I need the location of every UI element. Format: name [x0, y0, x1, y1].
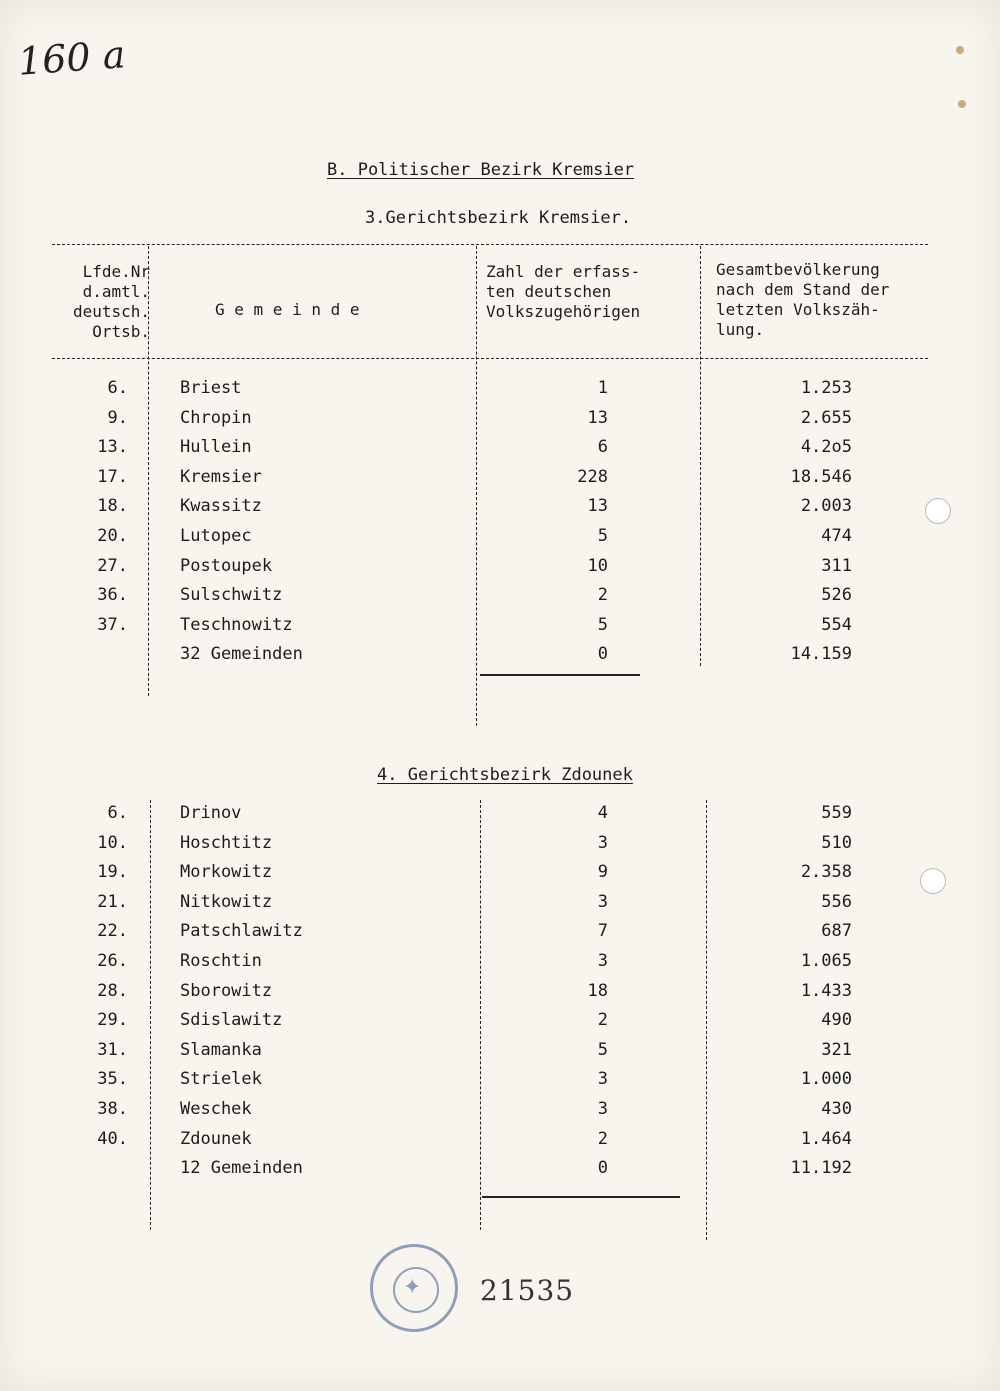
row-german-count: 5 — [597, 526, 608, 546]
row-german-count: 3 — [597, 1069, 608, 1090]
row-number: 9. — [107, 407, 128, 428]
row-total-population: 4.2o5 — [800, 437, 852, 458]
row-number: 37. — [97, 614, 128, 635]
row-number: 29. — [97, 1010, 128, 1031]
row-municipality: Nitkowitz — [180, 891, 273, 912]
header-gesamt: Gesamtbevölkerung nach dem Stand der letzten Volkszäh- lung. — [716, 260, 890, 339]
row-german-count: 228 — [577, 466, 608, 487]
row-municipality: Drinov — [180, 803, 242, 823]
row-municipality: Hoschtitz — [180, 832, 273, 853]
punch-hole — [920, 868, 946, 894]
row-german-count: 4 — [597, 803, 608, 823]
row-number: 6. — [107, 803, 128, 823]
row-total-population: 2.003 — [800, 496, 852, 517]
row-number: 19. — [97, 862, 128, 883]
row-total-population: 18.546 — [790, 466, 852, 487]
archive-stamp: ✦ — [370, 1244, 458, 1332]
header-zahl: Zahl der erfass- ten deutschen Volkszugehörigen — [486, 262, 641, 321]
row-total-population: 556 — [821, 891, 852, 912]
row-number: 36. — [97, 585, 128, 606]
row-total-population: 11.192 — [790, 1158, 852, 1179]
row-total-population: 474 — [821, 526, 852, 546]
row-german-count: 9 — [597, 862, 608, 883]
row-german-count: 2 — [597, 1010, 608, 1031]
row-total-population: 490 — [821, 1010, 852, 1031]
row-german-count: 0 — [597, 644, 608, 665]
row-total-population: 321 — [821, 1039, 852, 1060]
row-total-population: 1.065 — [800, 951, 852, 971]
row-municipality: Sdislawitz — [180, 1010, 283, 1031]
row-german-count: 7 — [597, 921, 608, 942]
row-german-count: 3 — [597, 832, 608, 853]
table1-header-rule — [52, 358, 928, 359]
row-number: 26. — [97, 951, 128, 971]
row-number: 38. — [97, 1099, 128, 1119]
row-german-count: 5 — [597, 1039, 608, 1060]
row-german-count: 13 — [587, 407, 608, 428]
row-number: 13. — [97, 437, 128, 458]
row-number: 20. — [97, 526, 128, 546]
district-title: B. Politischer Bezirk Kremsier — [327, 160, 635, 180]
row-municipality: Slamanka — [180, 1039, 262, 1060]
row-german-count: 3 — [597, 1099, 608, 1119]
table2-title: 4. Gerichtsbezirk Zdounek — [377, 765, 633, 785]
row-number: 27. — [97, 555, 128, 576]
row-german-count: 10 — [587, 555, 608, 576]
row-german-count: 6 — [597, 437, 608, 458]
row-municipality: Morkowitz — [180, 862, 273, 883]
row-german-count: 18 — [587, 980, 608, 1001]
rust-spot — [956, 46, 964, 54]
header-gemeinde: G e m e i n d e — [215, 300, 360, 319]
row-number: 31. — [97, 1039, 128, 1060]
table1-sum-rule — [480, 674, 640, 676]
row-total-population: 687 — [821, 921, 852, 942]
row-total-population: 554 — [821, 614, 852, 635]
row-total-population: 14.159 — [790, 644, 852, 665]
row-german-count: 2 — [597, 585, 608, 606]
row-total-population: 311 — [821, 555, 852, 576]
row-german-count: 3 — [597, 891, 608, 912]
row-german-count: 13 — [587, 496, 608, 517]
row-german-count: 1 — [597, 378, 608, 398]
row-total-population: 1.253 — [800, 378, 852, 398]
row-number: 22. — [97, 921, 128, 942]
row-number: 18. — [97, 496, 128, 517]
row-german-count: 0 — [597, 1158, 608, 1179]
row-number: 28. — [97, 980, 128, 1001]
row-number: 40. — [97, 1128, 128, 1149]
row-total-population: 430 — [821, 1099, 852, 1119]
row-german-count: 5 — [597, 614, 608, 635]
row-number: 21. — [97, 891, 128, 912]
row-municipality: Patschlawitz — [180, 921, 303, 942]
row-municipality: Kwassitz — [180, 496, 262, 517]
column-divider-1b — [150, 800, 151, 1230]
row-municipality: Strielek — [180, 1069, 262, 1090]
row-total-population: 526 — [821, 585, 852, 606]
punch-hole — [925, 498, 951, 524]
column-divider-3 — [700, 246, 701, 666]
column-divider-2 — [476, 246, 477, 726]
row-total-population: 510 — [821, 832, 852, 853]
table1-top-rule — [52, 244, 928, 245]
row-municipality: 32 Gemeinden — [180, 644, 303, 665]
row-municipality: Hullein — [180, 437, 252, 458]
row-total-population: 559 — [821, 803, 852, 823]
row-number: 35. — [97, 1069, 128, 1090]
row-total-population: 2.358 — [800, 862, 852, 883]
row-municipality: Postoupek — [180, 555, 273, 576]
table1-title: 3.Gerichtsbezirk Kremsier. — [365, 208, 632, 228]
column-divider-3b — [706, 800, 707, 1240]
row-municipality: Sulschwitz — [180, 585, 283, 606]
row-municipality: Teschnowitz — [180, 614, 293, 635]
row-municipality: Zdounek — [180, 1128, 252, 1149]
row-total-population: 1.000 — [800, 1069, 852, 1090]
row-municipality: Weschek — [180, 1099, 252, 1119]
header-nr: Lfde.Nr d.amtl. deutsch. Ortsb. — [72, 262, 150, 341]
row-total-population: 1.464 — [800, 1128, 852, 1149]
row-municipality: Briest — [180, 378, 242, 398]
archive-number: 21535 — [480, 1274, 575, 1307]
row-municipality: Roschtin — [180, 951, 262, 971]
row-municipality: Chropin — [180, 407, 252, 428]
row-number: 17. — [97, 466, 128, 487]
row-municipality: 12 Gemeinden — [180, 1158, 303, 1179]
row-municipality: Sborowitz — [180, 980, 273, 1001]
handwritten-page-number: 160 a — [16, 32, 127, 84]
rust-spot — [958, 100, 966, 108]
row-german-count: 2 — [597, 1128, 608, 1149]
row-german-count: 3 — [597, 951, 608, 971]
row-number: 10. — [97, 832, 128, 853]
row-municipality: Kremsier — [180, 466, 262, 487]
row-number: 6. — [107, 378, 128, 398]
table2-sum-rule — [482, 1196, 680, 1198]
column-divider-2b — [480, 800, 481, 1230]
row-municipality: Lutopec — [180, 526, 252, 546]
row-total-population: 2.655 — [800, 407, 852, 428]
row-total-population: 1.433 — [800, 980, 852, 1001]
